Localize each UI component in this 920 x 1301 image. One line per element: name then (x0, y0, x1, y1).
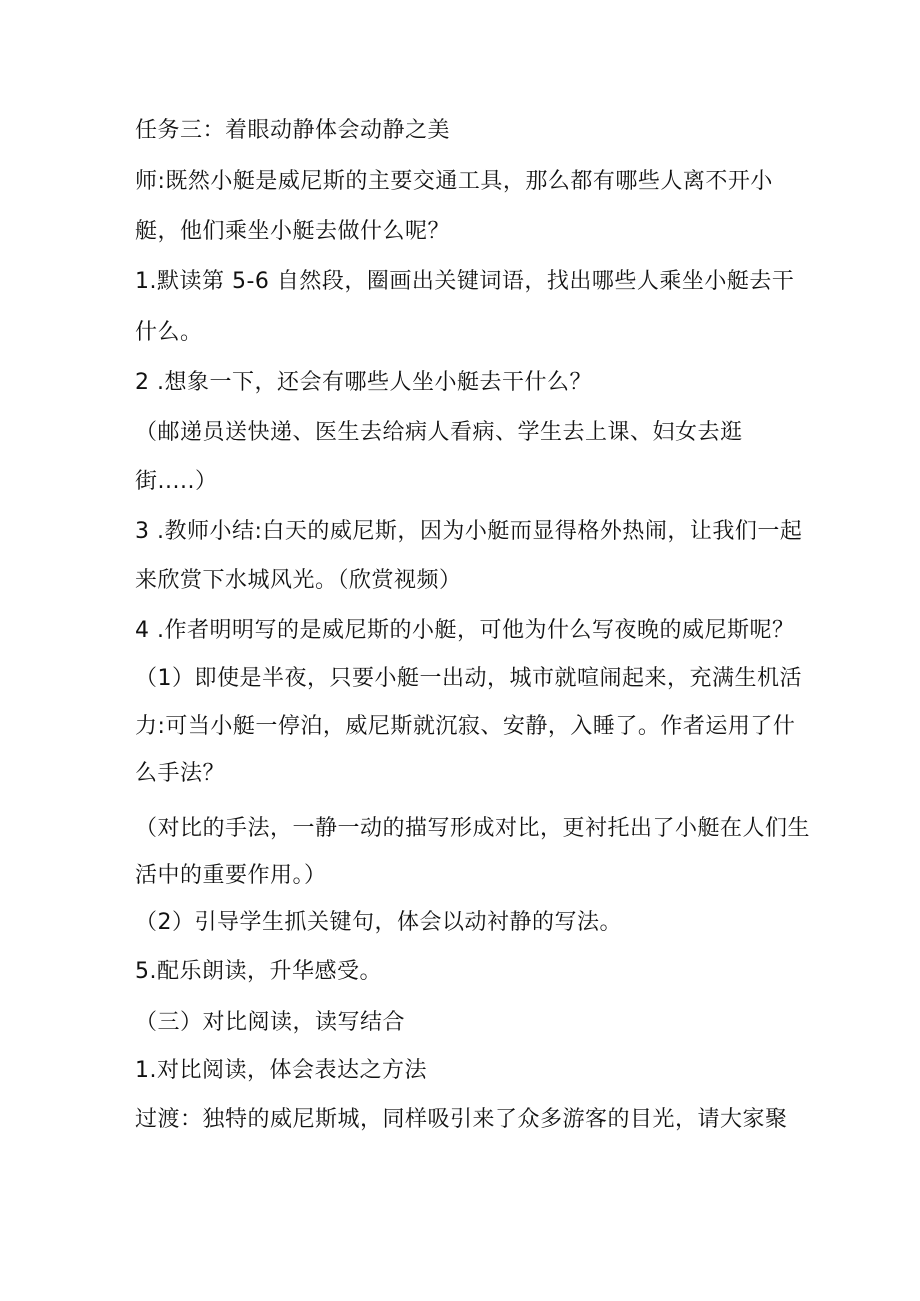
paragraph-line: 2 .想象一下，还会有哪些人坐小艇去干什么？ (135, 370, 592, 395)
paragraph-line: 4 .作者明明写的是威尼斯的小艇，可他为什么写夜晚的威尼斯呢？ (135, 618, 795, 643)
paragraph-line: 3 .教师小结:白天的威尼斯，因为小艇而显得格外热闹，让我们一起 (135, 519, 803, 544)
paragraph-line: 来欣赏下水城风光。（欣赏视频） (135, 568, 462, 593)
paragraph-line: 1.对比阅读，体会表达之方法 (135, 1058, 427, 1083)
paragraph-line: 力:可当小艇一停泊，威尼斯就沉寂、安静，入睡了。作者运用了什 (135, 714, 796, 739)
paragraph-line: 街.....） (135, 469, 218, 494)
section-heading: （三）对比阅读，读写结合 (135, 1010, 406, 1035)
paragraph-line: （1）即使是半夜，只要小艇一出动，城市就喧闹起来，充满生机活 (135, 666, 802, 691)
paragraph-line: 1.默读第 5-6 自然段，圈画出关键词语，找出哪些人乘坐小艇去干 (135, 269, 795, 294)
paragraph-line: （邮递员送快递、医生去给病人看病、学生去上课、妇女去逛 (135, 420, 743, 445)
paragraph-line: 么手法？ (135, 761, 226, 786)
task-heading: 任务三：着眼动静体会动静之美 (135, 118, 451, 143)
paragraph-line: 艇，他们乘坐小艇去做什么呢？ (135, 219, 451, 244)
paragraph-line: 过渡：独特的威尼斯城，同样吸引来了众多游客的目光，请大家聚 (135, 1107, 788, 1132)
paragraph-line: （2）引导学生抓关键句，体会以动衬静的写法。 (135, 910, 622, 935)
paragraph-line: 师:既然小艇是威尼斯的主要交通工具，那么都有哪些人离不开小 (135, 169, 773, 194)
paragraph-line: （对比的手法，一静一动的描写形成对比，更衬托出了小艇在人们生 (135, 816, 811, 841)
paragraph-line: 什么。 (135, 320, 203, 345)
paragraph-line: 活中的重要作用。） (135, 863, 327, 888)
paragraph-line: 5.配乐朗读，升华感受。 (135, 959, 382, 984)
